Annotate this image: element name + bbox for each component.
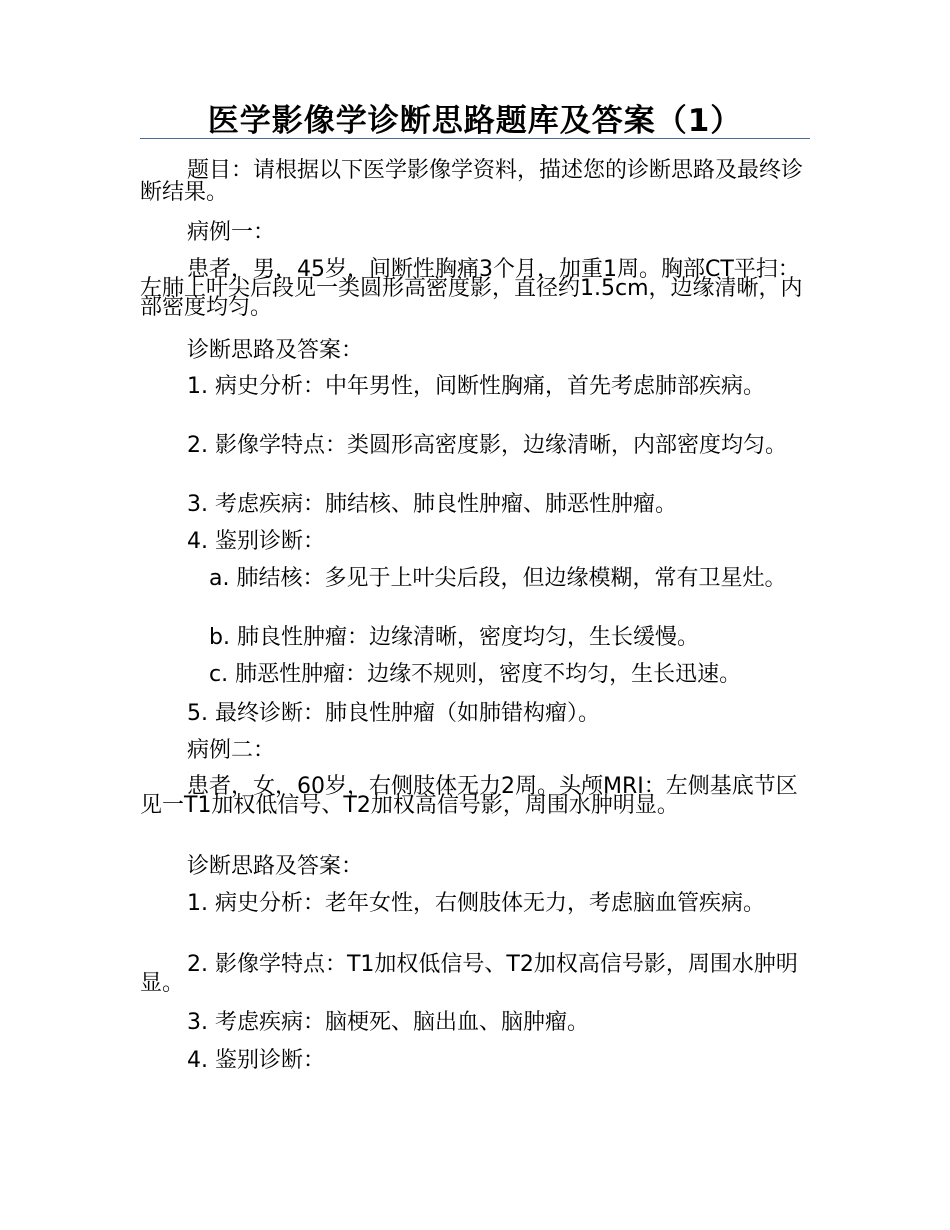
question-paragraph: 题目：请根据以下医学影像学资料，描述您的诊断思路及最终诊断结果。 bbox=[140, 158, 804, 205]
title-underline bbox=[140, 138, 810, 139]
case-one-step-3: 3. 考虑疾病：肺结核、肺良性肿瘤、肺恶性肿瘤。 bbox=[187, 492, 677, 517]
case-one-step-1: 1. 病史分析：中年男性，间断性胸痛，首先考虑肺部疾病。 bbox=[187, 374, 765, 399]
case-one-step-4: 4. 鉴别诊断： bbox=[187, 529, 325, 554]
case-two-step-2: 2. 影像学特点：T1加权低信号、T2加权高信号影，周围水肿明显。 bbox=[140, 952, 798, 996]
case-two-step-4: 4. 鉴别诊断： bbox=[187, 1048, 325, 1073]
case-one-diff-a: a. 肺结核：多见于上叶尖后段，但边缘模糊，常有卫星灶。 bbox=[209, 566, 787, 591]
case-one-step-2: 2. 影像学特点：类圆形高密度影，边缘清晰，内部密度均匀。 bbox=[187, 433, 787, 458]
case-one-description: 患者，男，45岁，间断性胸痛3个月，加重1周。胸部CT平扫：左肺上叶尖后段见一类圆形高密度影，直径约1.5cm，边缘清晰，内部密度均匀。 bbox=[140, 257, 803, 320]
case-one-diff-c: c. 肺恶性肿瘤：边缘不规则，密度不均匀，生长迅速。 bbox=[209, 662, 742, 687]
case-one-step-5: 5. 最终诊断：肺良性肿瘤（如肺错构瘤）。 bbox=[187, 701, 600, 726]
case-one-heading: 病例一： bbox=[187, 220, 276, 245]
case-one-answer-heading: 诊断思路及答案： bbox=[187, 338, 364, 363]
case-two-step-1: 1. 病史分析：老年女性，右侧肢体无力，考虑脑血管疾病。 bbox=[187, 891, 765, 916]
case-one-diff-b: b. 肺良性肿瘤：边缘清晰，密度均匀，生长缓慢。 bbox=[209, 625, 699, 650]
document-title: 医学影像学诊断思路题库及答案（1） bbox=[207, 103, 743, 139]
case-two-answer-heading: 诊断思路及答案： bbox=[187, 854, 364, 879]
case-two-heading: 病例二： bbox=[187, 738, 276, 763]
case-two-description: 患者，女，60岁，右侧肢体无力2周。头颅MRI：左侧基底节区见一T1加权低信号、T2加权高信号影，周围水肿明显。 bbox=[140, 774, 798, 818]
case-two-step-3: 3. 考虑疾病：脑梗死、脑出血、脑肿瘤。 bbox=[187, 1010, 589, 1035]
